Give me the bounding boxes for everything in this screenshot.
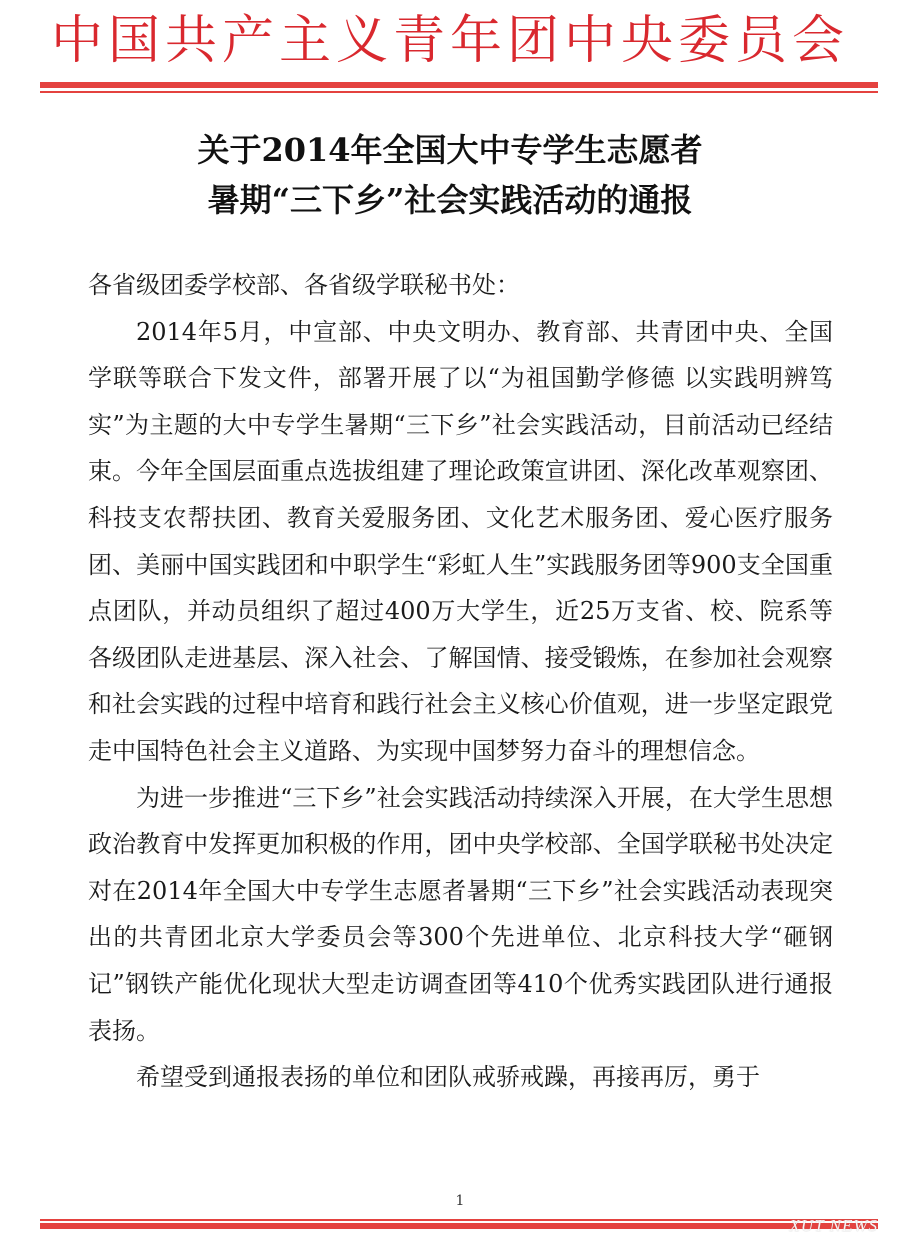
issuer-masthead: 中国共产主义青年团中央委员会	[50, 11, 849, 71]
page-number: 1	[455, 1193, 465, 1209]
title-line-2: 暑期“三下乡”社会实践活动的通报	[207, 181, 693, 219]
document-title	[60, 125, 840, 225]
salutation: 各省级团委学校部、各省级学联秘书处：	[88, 271, 520, 299]
header-rule-thick	[40, 82, 878, 88]
paragraph-1: 2014年5月，中宣部、中央文明办、教育部、共青团中央、全国学联等联合下发文件，部署开展了以“为祖国勤学修德 以实践明辨笃实”为主题的大中专学生暑期“三下乡”社会实践活动，目前活动已经结束。今年全国层面重点选拔组建了理论政策宣讲团、深化改革观察团、科技支农帮扶团、教育关爱服务团、文化艺术服务团、爱心医疗服务团、美丽中国实践团和中职学生“彩虹人生”实践服务团等900支全国重点团队，并动员组织了超过400万大学生，近25万支省、校、院系等各级团队走进基层、深入社会、了解国情、接受锻炼，在参加社会观察和社会实践的过程中培育和践行社会主义核心价值观，进一步坚定跟党走中国特色社会主义道路、为实现中国梦努力奋斗的理想信念。	[88, 317, 833, 765]
title-line-1: 关于2014年全国大中专学生志愿者	[197, 131, 703, 169]
footer-rule-thick	[40, 1223, 878, 1229]
paragraph-3: 希望受到通报表扬的单位和团队戒骄戒躁，再接再厉，勇于	[136, 1063, 760, 1092]
footer-rule-thin	[40, 1219, 878, 1221]
document-body	[88, 262, 833, 1101]
news-watermark: XUT NEWS	[789, 1216, 878, 1235]
header-rule-thin	[40, 91, 878, 93]
paragraph-2: 为进一步推进“三下乡”社会实践活动持续深入开展，在大学生思想政治教育中发挥更加积极的作用，团中央学校部、全国学联秘书处决定对在2014年全国大中专学生志愿者暑期“三下乡”社会实践活动表现突出的共青团北京大学委员会等300个先进单位、北京科技大学“砸钢记”钢铁产能优化现状大型走访调查团等410个优秀实践团队进行通报表扬。	[88, 783, 833, 1045]
